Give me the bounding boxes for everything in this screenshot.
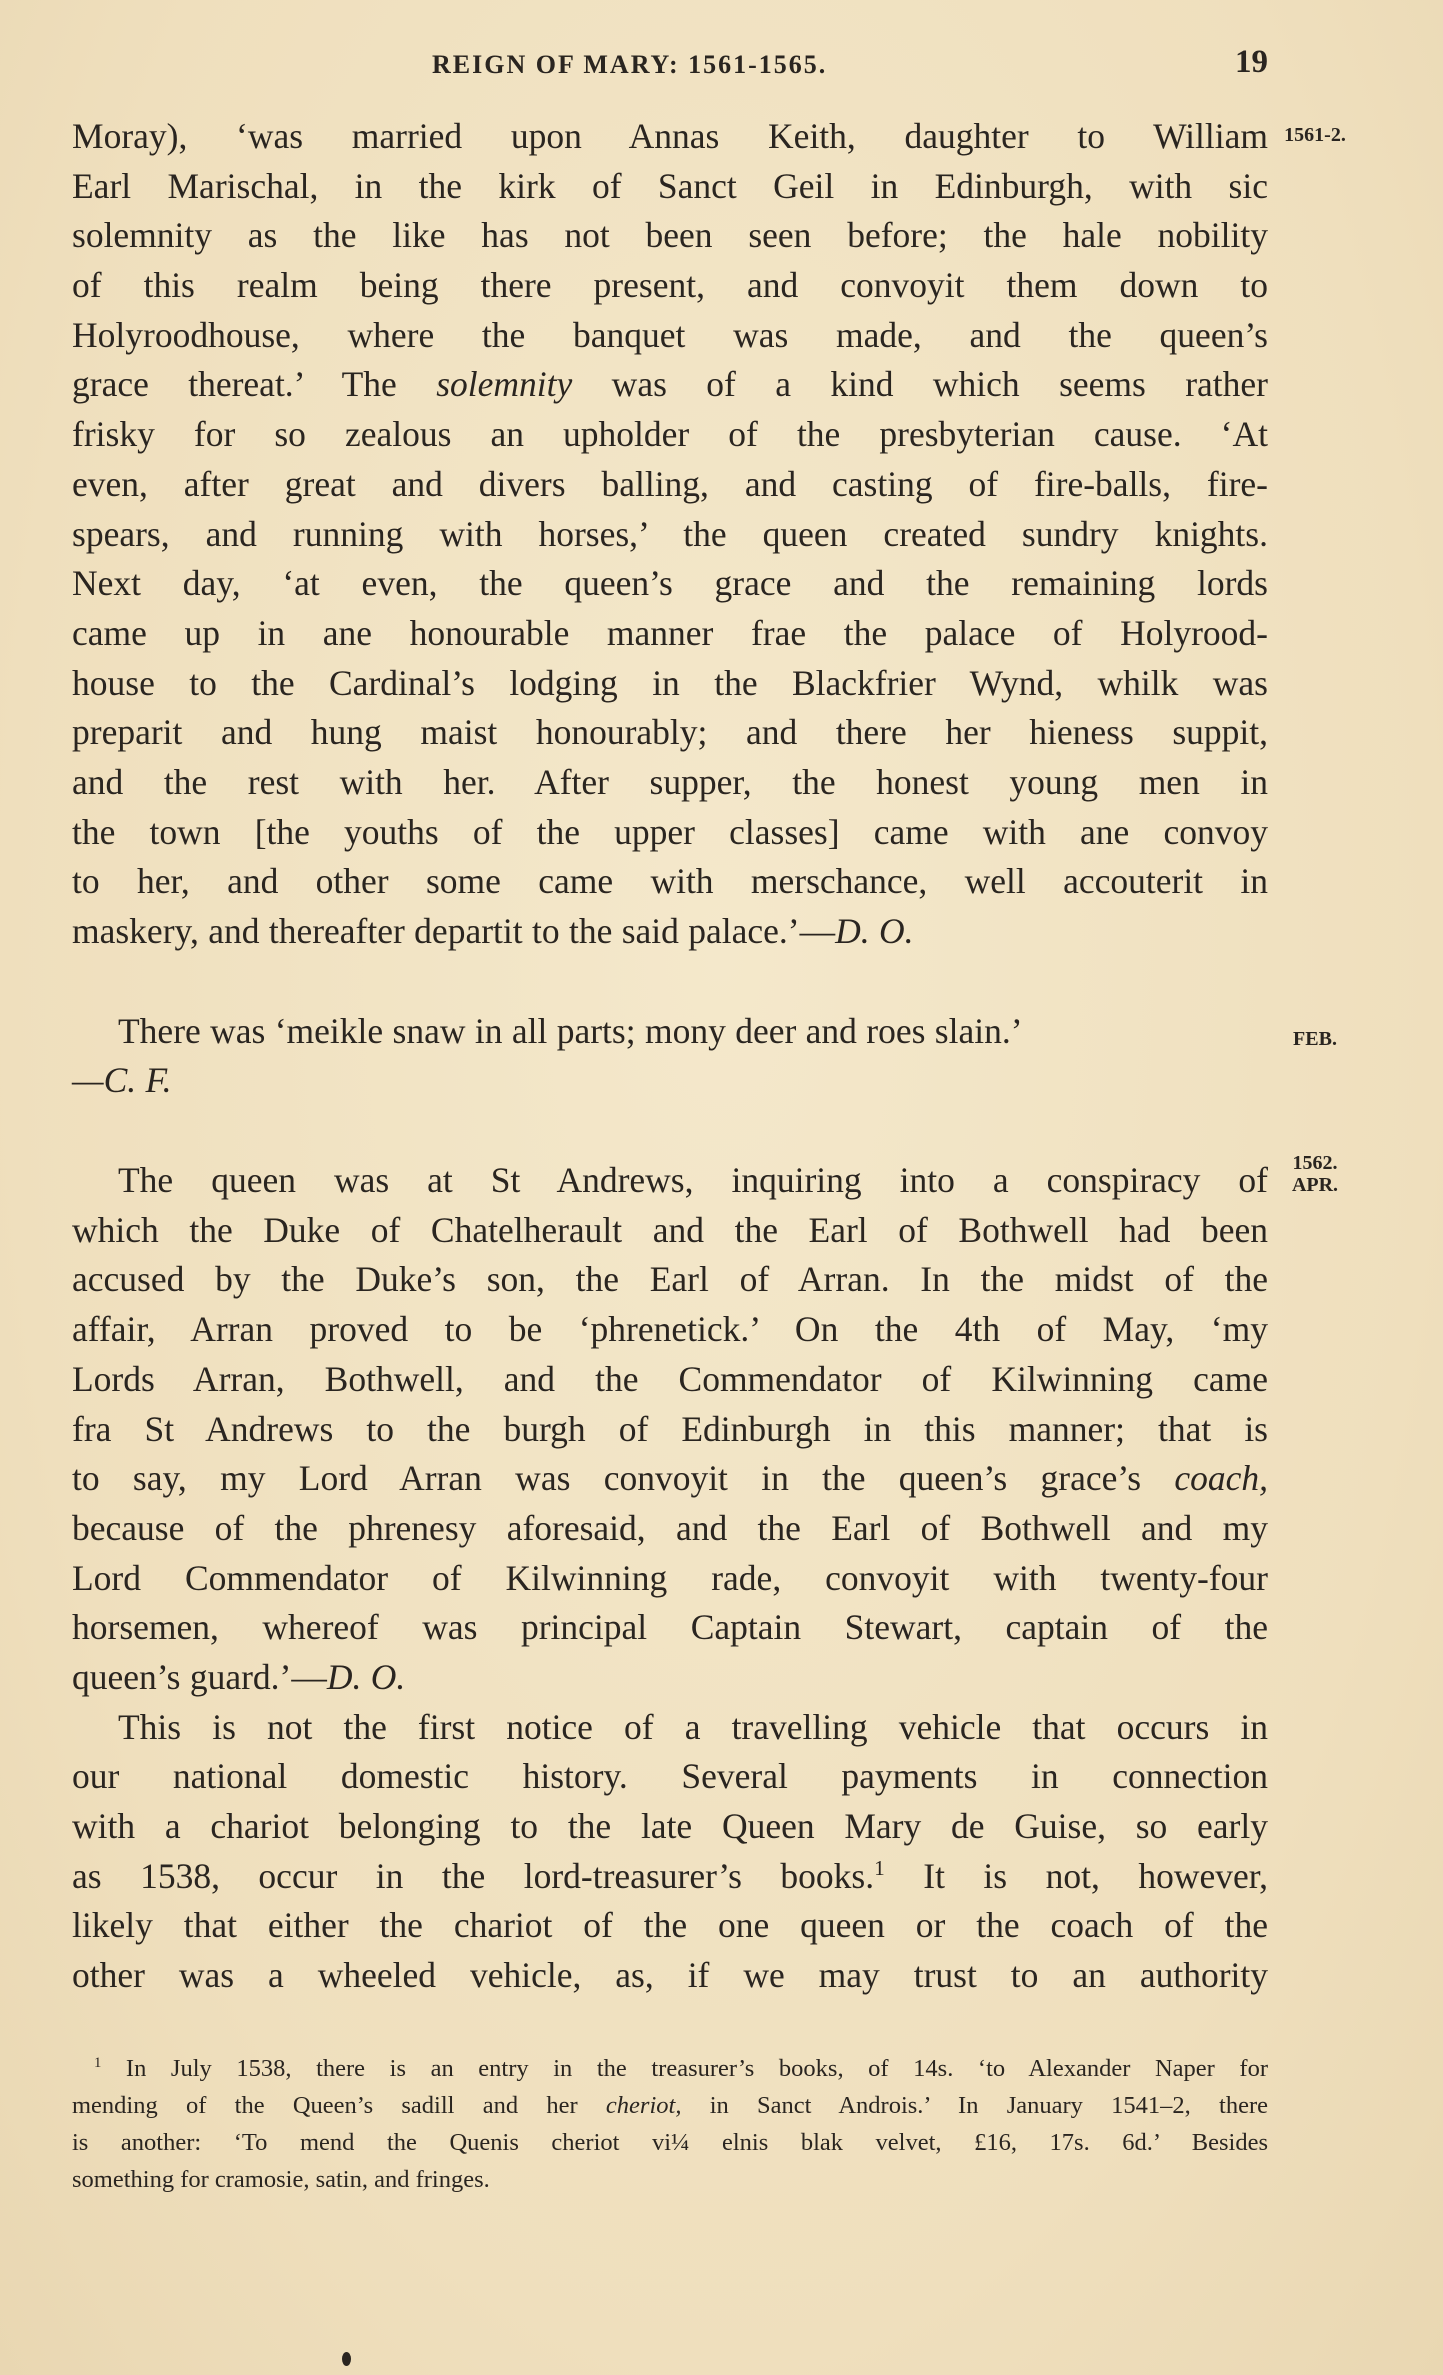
text-span: in Sanct Androis.’ In January 1541–2, there — [681, 2092, 1268, 2119]
text-line: Earl Marischal, in the kirk of Sanct Geil in Edinburgh, with sic — [72, 165, 1268, 206]
footnote-line — [72, 2050, 1268, 2087]
text-line: solemnity as the like has not been seen before; the hale nobility — [72, 215, 1268, 256]
footnotes — [72, 2050, 1268, 2198]
text-line: likely that either the chariot of the one queen or the coach of the — [72, 1905, 1268, 1946]
text-line: preparit and hung maist honourably; and there her hieness suppit, — [72, 712, 1268, 753]
text-line: Holyroodhouse, where the banquet was made, and the queen’s — [72, 314, 1268, 355]
text-line: and the rest with her. After supper, the honest young men in — [72, 761, 1268, 802]
italic-text: solemnity — [436, 364, 573, 405]
text-line: This is not the first notice of a travelling vehicle that occurs in — [118, 1706, 1268, 1747]
text-span: as 1538, occur in the lord-treasurer’s books. — [72, 1855, 875, 1896]
text-span: maskery, and thereafter departit to the said palace.’— — [72, 911, 836, 951]
printer-mark — [342, 2352, 351, 2366]
text-line: Lord Commendator of Kilwinning rade, convoyit with twenty-four — [72, 1557, 1268, 1598]
text-line: other was a wheeled vehicle, as, if we may trust to an authority — [72, 1955, 1268, 1996]
running-title: REIGN OF MARY: 1561-1565. — [432, 50, 828, 79]
footnote-line — [72, 2087, 1268, 2124]
text-span: queen’s guard.’— — [72, 1656, 327, 1697]
paragraph-gap — [72, 1106, 1268, 1156]
text-line — [72, 1653, 1268, 1703]
text-line: Next day, ‘at even, the queen’s grace and the remaining lords — [72, 563, 1268, 604]
text-line: the town [the youths of the upper classes] came with ane convoy — [72, 811, 1268, 852]
paragraph-gap — [72, 957, 1268, 1007]
footnote-reference: 1 — [874, 1855, 885, 1880]
text-span: mending of the Queen’s sadill and her — [72, 2092, 606, 2119]
text-line: There was ‘meikle snaw in all parts; mony deer and roes slain.’ — [118, 1010, 1023, 1051]
margin-note-month-2: APR. — [1291, 1174, 1339, 1196]
text-line: Lords Arran, Bothwell, and the Commendator of Kilwinning came — [72, 1358, 1268, 1399]
footnote-line: is another: ‘To mend the Quenis cheriot vi¼ elnis blak velvet, £16, 17s. 6d.’ Besides — [72, 2129, 1268, 2156]
text-line: spears, and running with horses,’ the queen created sundry knights. — [72, 513, 1268, 554]
footnote-marker: 1 — [94, 2054, 102, 2071]
text-span: It is not, however, — [884, 1855, 1269, 1896]
text-line: fra St Andrews to the burgh of Edinburgh in this manner; that is — [72, 1408, 1268, 1449]
text-line: our national domestic history. Several payments in connection — [72, 1756, 1268, 1797]
text-line — [72, 1454, 1268, 1504]
page-header — [72, 44, 1268, 84]
margin-note-year-month — [1280, 1152, 1350, 1196]
text-line: The queen was at St Andrews, inquiring into a conspiracy of — [118, 1160, 1268, 1201]
text-line: affair, Arran proved to be ‘phrenetick.’ On the 4th of May, ‘my — [72, 1309, 1268, 1350]
source-citation: D. O. — [835, 911, 914, 951]
text-line: horsemen, whereof was principal Captain Stewart, captain of the — [72, 1607, 1268, 1648]
text-span: In July 1538, there is an entry in the treasurer’s books, of 14s. ‘to Alexander Naper for — [101, 2055, 1268, 2082]
text-line: to her, and other some came with merschance, well accouterit in — [72, 861, 1268, 902]
text-line: house to the Cardinal’s lodging in the Blackfrier Wynd, whilk was — [72, 662, 1268, 703]
margin-note-month: FEB. — [1293, 1028, 1337, 1050]
text-line — [72, 360, 1268, 410]
page-number: 19 — [1235, 44, 1268, 80]
text-line: with a chariot belonging to the late Queen Mary de Guise, so early — [72, 1806, 1268, 1846]
body-text — [72, 112, 1268, 2001]
source-citation: D. O. — [326, 1656, 406, 1697]
text-line — [72, 907, 1268, 957]
text-span: to say, my Lord Arran was convoyit in the queen’s grace’s — [72, 1458, 1175, 1499]
text-line: frisky for so zealous an upholder of the presbyterian cause. ‘At — [72, 414, 1268, 455]
text-line: because of the phrenesy aforesaid, and the Earl of Bothwell and my — [72, 1507, 1268, 1548]
text-line: came up in ane honourable manner frae the palace of Holyrood- — [72, 612, 1268, 653]
text-line — [72, 1852, 1268, 1902]
text-line: even, after great and divers balling, and casting of fire-balls, fire- — [72, 463, 1268, 504]
margin-note-date: 1561-2. — [1284, 124, 1346, 146]
italic-text: coach, — [1174, 1458, 1268, 1499]
text-line — [72, 1056, 1268, 1106]
text-span: grace thereat.’ The — [72, 364, 437, 405]
text-line: Moray), ‘was married upon Annas Keith, daughter to William — [72, 116, 1268, 156]
text-line: of this realm being there present, and convoyit them down to — [72, 265, 1268, 306]
italic-text: cheriot, — [605, 2092, 682, 2119]
footnote-line: something for cramosie, satin, and fringes. — [72, 2166, 490, 2193]
source-citation: —C. F. — [72, 1060, 172, 1101]
text-line: which the Duke of Chatelherault and the Earl of Bothwell had been — [72, 1209, 1268, 1250]
text-span: was of a kind which seems rather — [572, 364, 1268, 405]
margin-note-year: 1562. — [1292, 1152, 1338, 1174]
text-line: accused by the Duke’s son, the Earl of Arran. In the midst of the — [72, 1259, 1268, 1300]
